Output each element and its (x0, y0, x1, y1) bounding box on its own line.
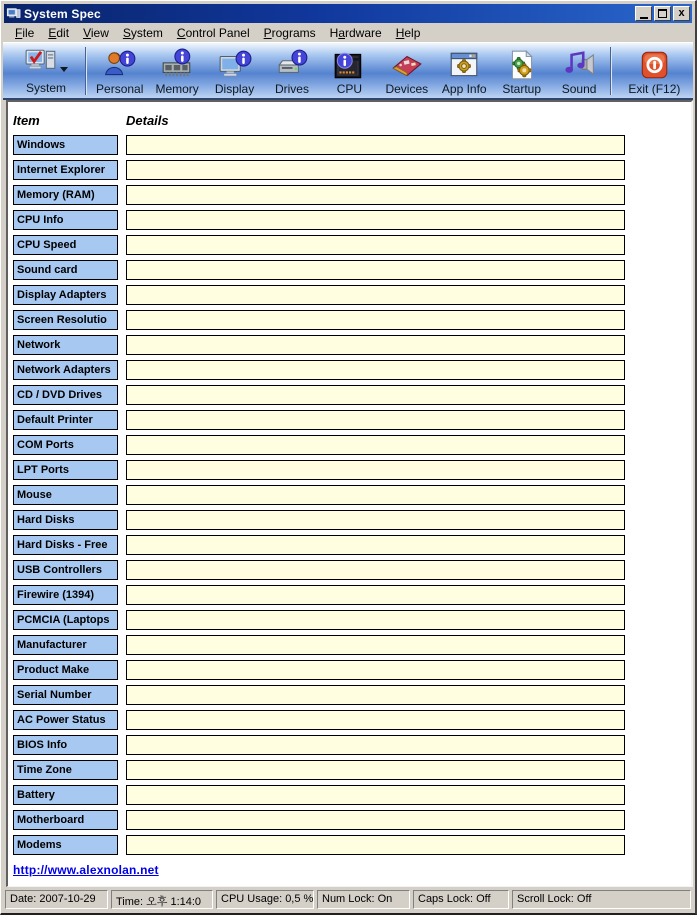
toolbar-button-label: Memory (155, 82, 199, 96)
detail-field-cpu-speed[interactable] (126, 235, 625, 255)
item-button-windows[interactable]: Windows (13, 135, 118, 155)
toolbar-button-label: CPU (336, 82, 363, 96)
spec-row-usb-controllers (11, 560, 691, 580)
menu-file[interactable]: File (15, 26, 35, 40)
item-button-time-zone[interactable]: Time Zone (13, 760, 118, 780)
toolbar-button-cpu[interactable] (321, 45, 378, 97)
spec-row-windows (11, 135, 691, 155)
spec-row-ac-power-status (11, 710, 691, 730)
spec-row-time-zone (11, 760, 691, 780)
detail-field-motherboard[interactable] (126, 810, 625, 830)
detail-field-lpt-ports[interactable] (126, 460, 625, 480)
status-caps-lock: Caps Lock: Off (413, 890, 509, 909)
detail-field-usb-controllers[interactable] (126, 560, 625, 580)
status-scroll-lock: Scroll Lock: Off (512, 890, 691, 909)
toolbar (3, 42, 693, 100)
status-num-lock: Num Lock: On (317, 890, 410, 909)
toolbar-button-label: Devices (385, 82, 429, 96)
item-button-pcmcia[interactable]: PCMCIA (Laptops (13, 610, 118, 630)
item-button-display-adapters[interactable]: Display Adapters (13, 285, 118, 305)
detail-field-network-adapters[interactable] (126, 360, 625, 380)
toolbar-button-label: Sound (561, 82, 597, 96)
item-button-com-ports[interactable]: COM Ports (13, 435, 118, 455)
item-button-manufacturer[interactable]: Manufacturer (13, 635, 118, 655)
detail-field-hard-disks[interactable] (126, 510, 625, 530)
detail-field-screen-resolution[interactable] (126, 310, 625, 330)
detail-field-hard-disks-free[interactable] (126, 535, 625, 555)
item-button-serial-number[interactable]: Serial Number (13, 685, 118, 705)
spec-row-mouse (11, 485, 691, 505)
item-button-mouse[interactable]: Mouse (13, 485, 118, 505)
item-button-bios-info[interactable]: BIOS Info (13, 735, 118, 755)
toolbar-button-devices[interactable] (378, 45, 435, 97)
spec-row-network-adapters (11, 360, 691, 380)
spec-row-serial-number (11, 685, 691, 705)
detail-field-memory-ram[interactable] (126, 185, 625, 205)
detail-field-windows[interactable] (126, 135, 625, 155)
toolbar-button-label: Display (214, 82, 255, 96)
spec-panel (6, 100, 693, 887)
item-column-header: Item (13, 113, 40, 128)
item-button-cpu-info[interactable]: CPU Info (13, 210, 118, 230)
item-button-internet-explorer[interactable]: Internet Explorer (13, 160, 118, 180)
detail-field-ac-power-status[interactable] (126, 710, 625, 730)
system-icon (24, 46, 58, 80)
toolbar-button-label: Drives (274, 82, 309, 96)
toolbar-button-personal[interactable] (91, 45, 148, 97)
item-button-default-printer[interactable]: Default Printer (13, 410, 118, 430)
close-icon: x (678, 7, 685, 19)
detail-field-com-ports[interactable] (126, 435, 625, 455)
item-button-motherboard[interactable]: Motherboard (13, 810, 118, 830)
menu-edit[interactable]: Edit (48, 26, 70, 40)
window-title: System Spec (24, 6, 101, 21)
detail-field-modems[interactable] (126, 835, 625, 855)
detail-field-firewire[interactable] (126, 585, 625, 605)
menu-help[interactable]: Help (395, 26, 421, 40)
app-icon (6, 7, 21, 21)
detail-field-default-printer[interactable] (126, 410, 625, 430)
cpu-info-icon (332, 48, 366, 82)
startup-icon (505, 48, 539, 82)
sound-icon (562, 48, 596, 82)
toolbar-button-startup[interactable] (493, 45, 550, 97)
spec-row-battery (11, 785, 691, 805)
toolbar-button-memory[interactable] (148, 45, 205, 97)
toolbar-button-label: Personal (96, 82, 144, 96)
title-bar[interactable] (4, 4, 692, 23)
status-date: Date: 2007-10-29 (5, 890, 108, 909)
detail-field-battery[interactable] (126, 785, 625, 805)
toolbar-button-exit[interactable] (616, 45, 693, 97)
menu-hardware[interactable]: Hardware (329, 26, 382, 40)
spec-row-motherboard (11, 810, 691, 830)
spec-row-modems (11, 835, 691, 855)
item-button-hard-disks-free[interactable]: Hard Disks - Free (13, 535, 118, 555)
spec-row-cpu-info (11, 210, 691, 230)
detail-field-time-zone[interactable] (126, 760, 625, 780)
menu-view[interactable]: View (83, 26, 109, 40)
toolbar-button-system[interactable] (9, 45, 83, 97)
spec-row-firewire (11, 585, 691, 605)
status-time: Time: 오후 1:14:0 (111, 890, 213, 909)
item-button-screen-resolution[interactable]: Screen Resolutio (13, 310, 118, 330)
spec-row-memory-ram (11, 185, 691, 205)
details-column-header: Details (126, 113, 169, 128)
spec-row-display-adapters (11, 285, 691, 305)
toolbar-button-label: System (25, 81, 66, 96)
toolbar-separator (610, 47, 612, 95)
spec-row-sound-card (11, 260, 691, 280)
minimize-icon (640, 17, 648, 19)
detail-field-sound-card[interactable] (126, 260, 625, 280)
spec-row-hard-disks (11, 510, 691, 530)
exit-icon (637, 48, 671, 82)
devices-icon (390, 48, 424, 82)
status-bar (4, 888, 692, 910)
minimize-button[interactable] (635, 6, 652, 21)
memory-info-icon (160, 48, 194, 82)
detail-field-cd-dvd-drives[interactable] (126, 385, 625, 405)
item-button-battery[interactable]: Battery (13, 785, 118, 805)
item-button-sound-card[interactable]: Sound card (13, 260, 118, 280)
detail-field-bios-info[interactable] (126, 735, 625, 755)
item-button-network-adapters[interactable]: Network Adapters (13, 360, 118, 380)
toolbar-button-app-info[interactable] (436, 45, 493, 97)
spec-row-pcmcia (11, 610, 691, 630)
toolbar-button-drives[interactable] (263, 45, 320, 97)
toolbar-button-sound[interactable] (550, 45, 607, 97)
status-cpu-usage: CPU Usage: 0,5 % (216, 890, 314, 909)
detail-field-pcmcia[interactable] (126, 610, 625, 630)
maximize-button[interactable] (654, 6, 671, 21)
detail-field-display-adapters[interactable] (126, 285, 625, 305)
toolbar-button-display[interactable] (206, 45, 263, 97)
toolbar-button-label: App Info (441, 82, 487, 96)
spec-row-internet-explorer (11, 160, 691, 180)
spec-row-bios-info (11, 735, 691, 755)
app-info-icon (447, 48, 481, 82)
spec-row-manufacturer (11, 635, 691, 655)
detail-field-network[interactable] (126, 335, 625, 355)
spec-row-default-printer (11, 410, 691, 430)
spec-row-product-make (11, 660, 691, 680)
toolbar-button-label: Exit (F12) (628, 82, 681, 96)
item-button-modems[interactable]: Modems (13, 835, 118, 855)
toolbar-button-label: Startup (502, 82, 542, 96)
menu-system[interactable]: System (122, 26, 163, 40)
spec-row-cd-dvd-drives (11, 385, 691, 405)
item-button-firewire[interactable]: Firewire (1394) (13, 585, 118, 605)
spec-row-cpu-speed (11, 235, 691, 255)
website-link[interactable]: http://www.alexnolan.net (13, 863, 159, 877)
maximize-icon (658, 9, 667, 18)
item-button-memory-ram[interactable]: Memory (RAM) (13, 185, 118, 205)
spec-row-com-ports (11, 435, 691, 455)
system-dropdown-arrow-icon[interactable] (60, 67, 68, 72)
item-button-lpt-ports[interactable]: LPT Ports (13, 460, 118, 480)
item-button-cpu-speed[interactable]: CPU Speed (13, 235, 118, 255)
detail-field-product-make[interactable] (126, 660, 625, 680)
spec-row-hard-disks-free (11, 535, 691, 555)
detail-field-mouse[interactable] (126, 485, 625, 505)
toolbar-separator (85, 47, 87, 95)
menu-control-panel[interactable]: Control Panel (176, 26, 250, 40)
detail-field-manufacturer[interactable] (126, 635, 625, 655)
item-button-ac-power-status[interactable]: AC Power Status (13, 710, 118, 730)
detail-field-serial-number[interactable] (126, 685, 625, 705)
item-button-hard-disks[interactable]: Hard Disks (13, 510, 118, 530)
spec-row-lpt-ports (11, 460, 691, 480)
item-button-product-make[interactable]: Product Make (13, 660, 118, 680)
display-info-icon (218, 48, 252, 82)
item-button-network[interactable]: Network (13, 335, 118, 355)
menu-programs[interactable]: Programs (263, 26, 316, 40)
item-button-cd-dvd-drives[interactable]: CD / DVD Drives (13, 385, 118, 405)
detail-field-internet-explorer[interactable] (126, 160, 625, 180)
close-button[interactable] (673, 6, 690, 21)
menu-bar (4, 24, 692, 42)
drives-info-icon (275, 48, 309, 82)
spec-row-screen-resolution (11, 310, 691, 330)
detail-field-cpu-info[interactable] (126, 210, 625, 230)
spec-row-network (11, 335, 691, 355)
personal-info-icon (103, 48, 137, 82)
item-button-usb-controllers[interactable]: USB Controllers (13, 560, 118, 580)
